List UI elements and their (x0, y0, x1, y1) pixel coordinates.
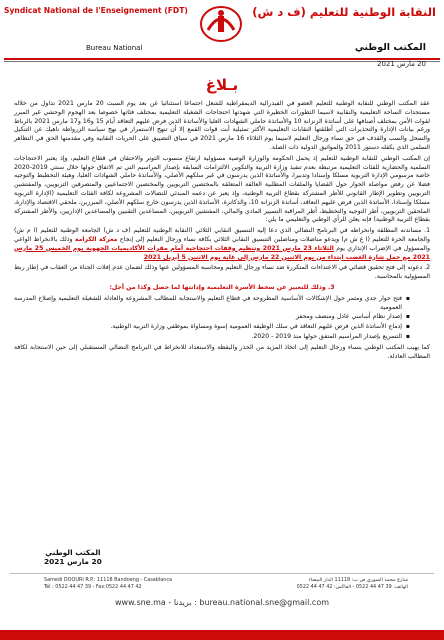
paragraph-closing: كما يهيب المكتب الوطني بنساء ورجال التعليم إلى اتخاذ المزيد من الحذر واليقظة والاستعداد للانخراط في البرنامج النضالي المستقبلي إلى حين الاستجابة لكافة المطالب العادلة. (14, 343, 430, 360)
header-french-union-name: Syndicat National de l'Enseignement (FDT) (4, 6, 188, 15)
item-1-highlight-a: معركة الكرامة (74, 235, 118, 243)
item-1-text-a: 1. مساندته المطلقة وانخراطه في البرنامج النضالي الذي دعا إليه التنسيق النقابي الثلاثي (النقابة الوطنية للتعليم (ف د ش) الجامعة الوطنية للتعليم (ا م ش) والجامعة الحرة للتعليم (ا ع ش م) ويدعو مناضلات ومناضلين التنسيق النقابي الثلاثي بكافة نساء ورجال التعليم إلى إنجاح (14, 227, 431, 243)
header-french-bureau: Bureau National (86, 44, 143, 52)
header-divider-thin (4, 61, 440, 62)
demand-item: ▪ إصدار نظام أساسي عادل ومنصف ومحفز (14, 313, 410, 322)
paragraph-position: إن المكتب الوطني للنقابة الوطنية للتعليم إذ يحمل الحكومة والوزارة الوصية مسؤولية ارتفاع منسوب التوتر والاحتقان في قطاع التعليم، وإذ يعتبر الاحتجاجات السلمية والحضارية للفئات التعليمية مرتبطة بعدم تنفيذ وزارة التربية والتكوين الالتزامات السابقة بإصدار المراسيم التي تم الاتفاق حولها خلال سنتي 2019-2020 خاصة مرسومي الإدارة التربوية مسلكا وإسنادا وتدبيرا، والأساتذة الذين يدرسون في غير سلكهم الأصلي، والأساتذة حاملي الشهادات العليا، وهيئة التخطيط والتوجيه فضلا عن رفض مواصلة الحوار حول القضايا والملفات المطلبية العالقة المتعلقة بالمختصين التربويين والمختصين الاجتماعيين والمتصرفين التربويين، والمفتشين التربويين وتطوير الإطار القانوني للأطر المشتركة بقطاع التربية الوطنية، وإذ يعبر عن دعمه المبدئي للنضالات المشروعة لكافة الفئات التعليمية (الإدارة التربوية مسلكا وإسنادا، الأساتذة الذين فرض عليهم التعاقد، أساتذة الزنزانة 10، والذكاترة، الأساتذة الذين يدرسون خارج سلكهم الأصلي، المبرزين، ملحقي الاقتصاد والإدارة، الملحقين التربويين، أطر التوجيه والتخطيط، أطر المراقبة التسيير المادي والمالي، المفتشين التربويين، المساعدين التقنيين والمساعدين الإداريين، والأطر المشتركة بقطاع التربية الوطنية) فإنه يعلن للرأي الوطني والتعليمي ما يلي: (14, 154, 430, 224)
demands-list (14, 295, 410, 342)
footer-french-contact (44, 577, 172, 591)
demand-item: ▪ إدماج الأساتذة الذين فرض عليهم التعاقد في سلك الوظيفة العمومية إسوة ومساواة بموظفي وزارة التربية الوطنية. (14, 323, 410, 332)
header-divider (4, 58, 440, 60)
footer-divider (10, 573, 434, 574)
footer-arabic-contact (297, 577, 408, 591)
item-1-text-b: وذلك بالانخراط الواعي والمسؤول في الإضراب الإنذاري يوم (14, 235, 430, 252)
communique-body (14, 100, 430, 363)
signature-label: المكتب الوطني (45, 548, 101, 557)
footer-french-address: Samedi DOOURI R.P.: 11118 Bandoeng - Casablanca (44, 577, 173, 583)
paragraph-intro: عقد المكتب الوطني للنقابة الوطنية للتعليم العضو في الفيدرالية الديمقراطية للشغل اجتماعا استثنائيا عن بعد يوم السبت 20 مارس 2021 تداول من خلاله مستجدات الساحة التعليمية والنقابية لاسيما التطورات الخطيرة التي شهدتها احتجاجات الشغيلة التعليمية بمختلف فئاتها خصوصا بعد الهجوم الوحشي غير المبرر لقوات الأمن بمختلف أصنافها على أساتذة الزنزانة 10 والأساتذة حاملي الشهادات العليا والأساتذة الذين فرض عليهم التعاقد أيام 15 و16 و17 مارس 2021 بالرباط ورغم بيانات الإدارة والتحذيرات التي أطلقتها النقابات التعليمية الأكثر تمثيلية أبت قوات القمع إلا أن تنهج الاستمرار في نهج سياسة الزرواطة ناهيك عن التنكيل والسحل والسب والقذف في حق نساء ورجال التعليم لاسيما يوم الثلاثاء 16 مارس 2021 في سياق التضييق على الحريات النقابية وفي مقدمتها الحق في التظاهر السلمي الذي يكفله دستور 2011 والمواثيق الدولية ذات الصلة. (14, 100, 431, 151)
union-logo (196, 2, 246, 44)
header-date: 20 مارس 2021 (376, 60, 426, 68)
header-arabic-bureau: المكتب الوطني (354, 42, 426, 53)
footer-bar (0, 630, 444, 640)
document-title: بـلاغ (205, 76, 239, 94)
item-2: 2. دعوته إلى فتح تحقيق قضائي في الاعتداءات المتكررة ضد نساء ورجال التعليم ومحاسبة المسؤولين عنها وذلك لضمان عدم إفلات الجناة من العقاب في إطار ربط المسؤولية بالمحاسبة. (14, 264, 430, 281)
demand-item: ▪ فتح حوار جدي ومثمر حول الإشكالات الأساسية المطروحة في قطاع التعليم والاستجابة للمطالب المشروعة والعادلة للشغيلة التعليمية وإصلاح المدرسة العمومية (14, 295, 410, 313)
item-1-highlight-b: الثلاثاء 23 مارس 2021 وتنظيم وقفات احتجاجية أمام مقرات الأكاديميات الجهوية يوم الخميس 25 مارس 2021 مع حمل شارة الغضب ابتداء من يوم الاثنين 22 مارس إلى غاية يوم الاثنين 5 أبريل 2021 (14, 244, 430, 261)
item-3-heading: 3. وذلك للتعبير عن سخط الأسرة التعليمية وإدانتها لما حصل وكذا من أجل: (109, 283, 335, 291)
header-arabic-union-name: النقابة الوطنية للتعليم (ف د ش) (252, 5, 436, 19)
item-1 (14, 227, 430, 262)
footer-arabic-phone: الهاتف: 39 47 44 0522 - الفاكس: 42 47 44 0522 (296, 584, 408, 590)
signature-date: 20 مارس 2021 (44, 557, 102, 566)
demand-item: ▪ التسريع بإصدار المراسيم المتفق حولها منذ 2019 - 2020. (14, 333, 410, 342)
signature-block (44, 548, 102, 566)
footer-website[interactable]: www.sne.ma - بريدنا : bureau.national.sne@gmail.com (115, 598, 329, 607)
footer-french-phone: Tél : 0522 44 47 39 - Fax:0522 44 47 42 (44, 584, 142, 590)
footer-arabic-address: شارع محمد السوري ص ب: 11118 الدار البيضاء (308, 577, 408, 583)
